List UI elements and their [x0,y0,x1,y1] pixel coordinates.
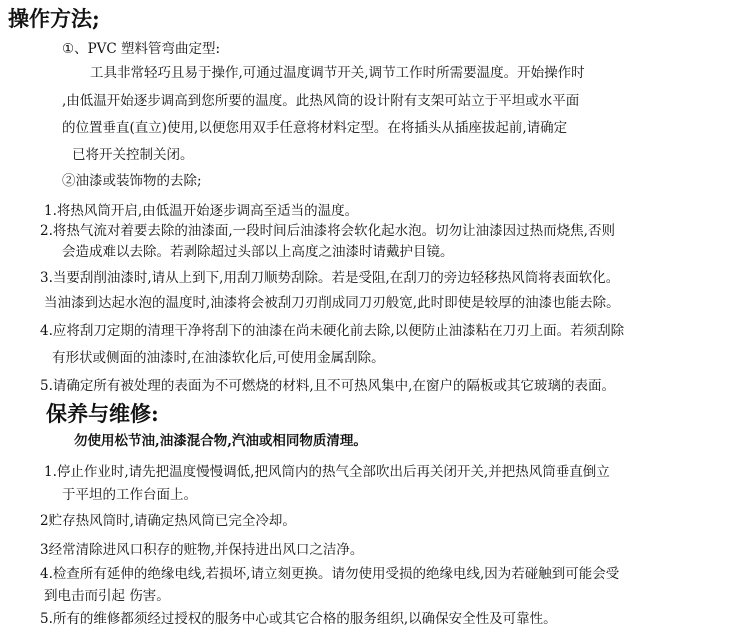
list-item: 1.将热风筒开启,由低温开始逐步调高至适当的温度。 [44,203,359,219]
paragraph-line: 已将开关控制关闭。 [72,147,194,163]
list-item: 当油漆到达起水泡的温度时,油漆将会被刮刀刃削成同刀刃般宽,此时即使是较厚的油漆也能去除。 [44,295,620,311]
subsection-title-paint-removal: ②油漆或装饰物的去除; [62,173,202,189]
paragraph-line: ,由低温开始逐步调高到您所要的温度。此热风筒的设计附有支架可站立于平坦或水平面 [62,93,580,109]
paragraph-line: 的位置垂直(直立)使用,以便您用双手任意将材料定型。在将插头从插座拔起前,请确定 [62,120,568,136]
list-item-continuation: 到电击而引起 伤害。 [44,588,170,604]
subsection-title-pvc: ①、PVC 塑料管弯曲定型: [62,41,221,57]
paragraph-line: 工具非常轻巧且易于操作,可通过温度调节开关,调节工作时所需要温度。开始操作时 [90,65,585,81]
list-item: 2贮存热风筒时,请确定热风筒已完全冷却。 [40,513,296,529]
list-item: 4.检查所有延伸的绝缘电线,若损坏,请立刻更换。请勿使用受损的绝缘电线,因为若碰触到可能会受 [40,566,620,582]
section-title-operation: 操作方法; [8,6,100,31]
list-item: 4.应将刮刀定期的清理干净将刮下的油漆在尚未硬化前去除,以便防止油漆粘在刀刃上面。若须刮除 [40,323,625,339]
section-title-maintenance: 保养与维修: [46,401,159,426]
list-item: 5.所有的维修都须经过授权的服务中心或其它合格的服务组织,以确保安全性及可靠性。 [40,611,557,627]
warning-text: 勿使用松节油,油漆混合物,汽油或相同物质清理。 [74,433,367,449]
list-item-continuation: 于平坦的工作台面上。 [62,487,197,503]
list-item: 3经常清除进风口积存的赃物,并保持进出风口之洁净。 [40,542,364,558]
list-item-continuation: 有形状或侧面的油漆时,在油漆软化后,可使用金属刮除。 [52,350,385,366]
list-item: 5.请确定所有被处理的表面为不可燃烧的材料,且不可热风集中,在窗户的隔板或其它玻璃的表面。 [40,378,615,394]
list-item-continuation: 会造成难以去除。若剥除超过头部以上高度之油漆时请戴护目镜。 [62,244,454,260]
list-item: 3.当要刮削油漆时,请从上到下,用刮刀顺势刮除。若是受阻,在刮刀的旁边轻移热风筒将表面软化。 [40,270,620,286]
list-item: 1.停止作业时,请先把温度慢慢调低,把风筒内的热气全部吹出后再关闭开关,并把热风筒垂直倒立 [44,464,610,480]
list-item: 2.将热气流对着要去除的油漆面,一段时间后油漆将会软化起水泡。切勿让油漆因过热而烧焦,否则 [40,223,615,239]
